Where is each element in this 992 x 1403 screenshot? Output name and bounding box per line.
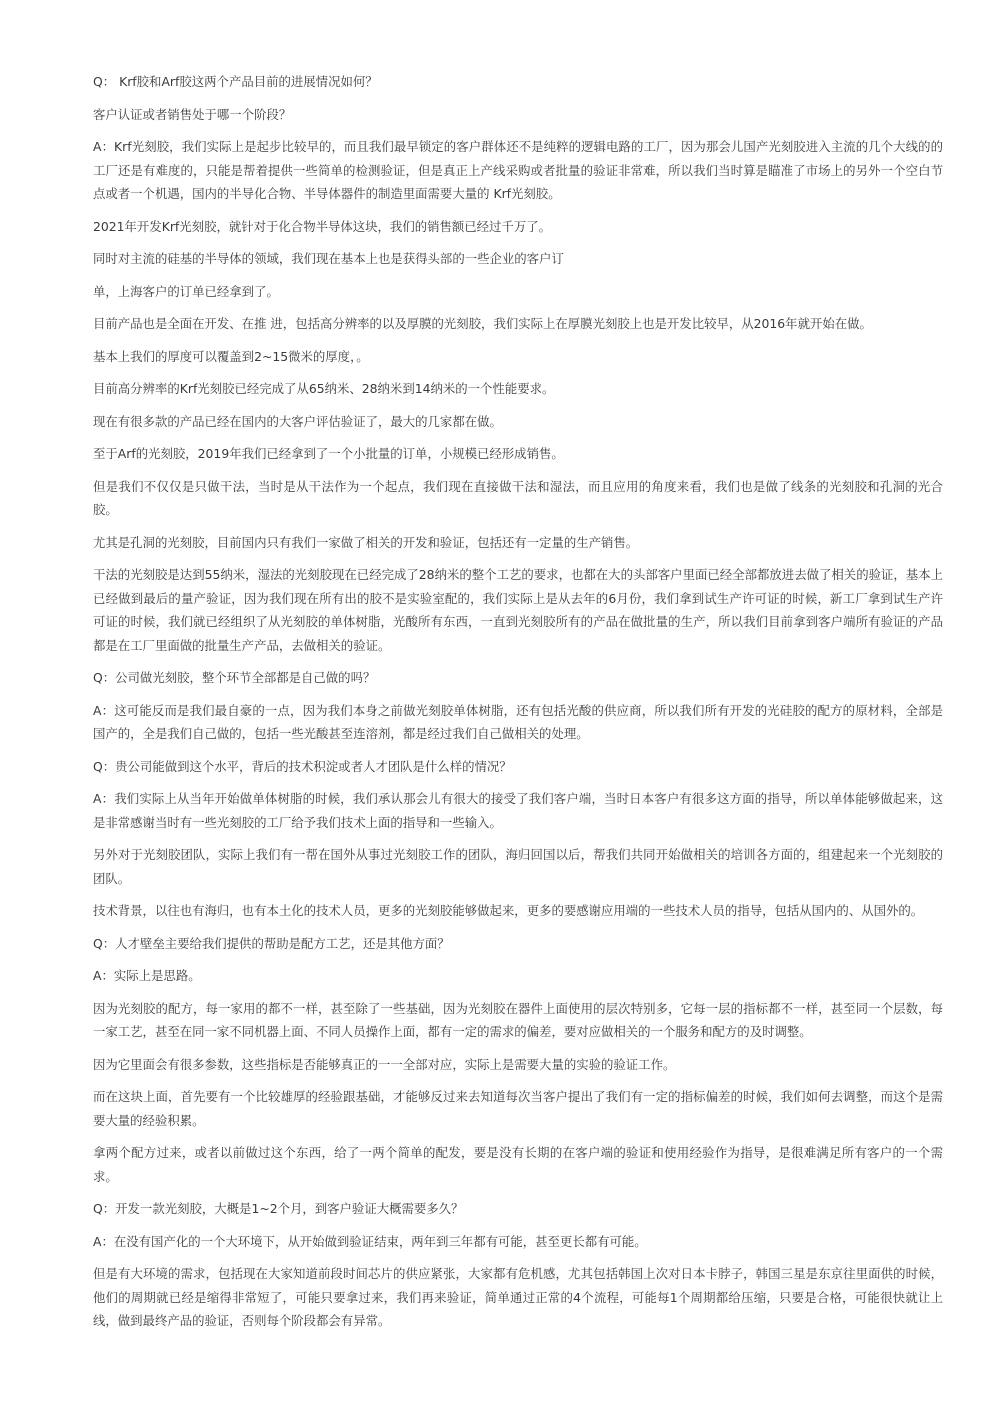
paragraph-question: Q：人才壁垒主要给我们提供的帮助是配方工艺，还是其他方面？ — [93, 935, 450, 951]
paragraph-answer: A：实际上是思路。 — [93, 968, 201, 983]
paragraph: 但是有大环境的需求，包括现在大家知道前段时间芯片的供应紧张，大家都有危机感，尤其包括韩国上次对日本卡脖子，韩国三星是东京往里面供的时候，他们的周期就已经是缩得非常短了，可能只要拿过来，我们再来验证，简单通过正常的4个流程，可能每1个周期都给压缩，只要是合格，可能很快就让上线，做到最终产品的验证，否则每个阶段都会有异常。 — [93, 1266, 943, 1328]
paragraph-answer: A：我们实际上从当年开始做单体树脂的时候，我们承认那会儿有很大的接受了我们客户端，当时日本客户有很多这方面的指导，所以单体能够做起来，这是非常感谢当时有一些光刻胶的工厂给予我们技术上面的指导和一些输入。 — [93, 791, 943, 830]
paragraph: 目前高分辨率的Krf光刻胶已经完成了从65纳米、28纳米到14纳米的一个性能要求。 — [93, 381, 555, 396]
paragraph: 目前产品也是全面在开发、在推 进，包括高分辨率的以及厚膜的光刻胶，我们实际上在厚膜光刻胶上也是开发比较早，从2016年就开始在做。 — [93, 316, 872, 331]
paragraph: 2021年开发Krf光刻胶，就针对于化合物半导体这块，我们的销售额已经过千万了。 — [93, 218, 552, 234]
paragraph: 干法的光刻胶是达到55纳米，湿法的光刻胶现在已经完成了28纳米的整个工艺的要求，也都在大的头部客户里面已经全部都放进去做了相关的验证，基本上已经做到最后的量产验证，因为我们现在所有出的胶不是实验室配的，我们实际上是从去年的6月份，我们拿到试生产许可证的时候，新工厂拿到试生产许可证的时候，我们就已经组织了从光刻胶的单体树脂，光酸所有东西，一直到光刻胶所有的产品在做批量的生产，所以我们目前拿到客户端所有验证的产品都是在工厂里面做的批量生产产品，去做相关的验证。 — [93, 567, 943, 653]
paragraph-answer: A：在没有国产化的一个大环境下，从开始做到验证结束，两年到三年都有可能，甚至更长都有可能。 — [93, 1233, 647, 1249]
paragraph-question: Q：公司做光刻胶，整个环节全部都是自己做的吗？ — [93, 670, 376, 685]
paragraph: 因为它里面会有很多参数，这些指标是否能够真正的一一全部对应，实际上是需要大量的实验的验证工作。 — [93, 1056, 676, 1072]
paragraph: 另外对于光刻胶团队，实际上我们有一帮在国外从事过光刻胶工作的团队，海归回国以后，帮我们共同开始做相关的培训各方面的，组建起来一个光刻胶的团队。 — [93, 847, 943, 886]
paragraph-question: 客户认证或者销售处于哪一个阶段？ — [93, 106, 292, 122]
paragraph-answer: A：Krf光刻胶，我们实际上是起步比较早的，而且我们最早锁定的客户群体还不是纯粹的逻辑电路的工厂，因为那会儿国产光刻胶进入主流的几个大线的的工厂还是有难度的，只能是帮着提供一些简单的检测验证，但是真正上产线采购或者批量的验证非常难，所以我们当时算是瞄准了市场上的另外一个空白节点或者一个机遇，国内的半导化合物、半导体器件的制造里面需要大量的 Krf光刻胶。 — [93, 139, 943, 201]
paragraph: 拿两个配方过来，或者以前做过这个东西，给了一两个简单的配发，要是没有长期的在客户端的验证和使用经验作为指导，是很难满足所有客户的一个需求。 — [93, 1145, 943, 1184]
document-body — [93, 70, 943, 1342]
paragraph: 但是我们不仅仅是只做干法，当时是从干法作为一个起点，我们现在直接做干法和湿法，而且应用的角度来看，我们也是做了线条的光刻胶和孔洞的光合胶。 — [93, 478, 943, 517]
paragraph: 技术背景，以往也有海归，也有本土化的技术人员，更多的光刻胶能够做起来，更多的要感谢应用端的一些技术人员的指导，包括从国内的、从国外的。 — [93, 903, 924, 918]
paragraph: 基本上我们的厚度可以覆盖到2~15微米的厚度，。 — [93, 348, 369, 364]
paragraph: 尤其是孔洞的光刻胶，目前国内只有我们一家做了相关的开发和验证，包括还有一定量的生产销售。 — [93, 534, 639, 550]
paragraph-question: Q：开发一款光刻胶，大概是1~2个月，到客户验证大概需要多久？ — [93, 1201, 464, 1216]
paragraph-question: Q： Krf胶和Arf胶这两个产品目前的进展情况如何？ — [93, 74, 378, 89]
paragraph-answer: A：这可能反而是我们最自豪的一点，因为我们本身之前做光刻胶单体树脂，还有包括光酸的供应商，所以我们所有开发的光硅胶的配方的原材料，全部是国产的，全是我们自己做的，包括一些光酸甚至连溶剂，都是经过我们自己做相关的处理。 — [93, 702, 943, 741]
paragraph-question: Q：贵公司能做到这个水平，背后的技术积淀或者人才团队是什么样的情况？ — [93, 758, 512, 774]
paragraph: 而在这块上面，首先要有一个比较雄厚的经验跟基础，才能够反过来去知道每次当客户提出了我们有一定的指标偏差的时候，我们如何去调整，而这个是需要大量的经验积累。 — [93, 1089, 943, 1128]
paragraph: 至于Arf的光刻胶，2019年我们已经拿到了一个小批量的订单，小规模已经形成销售。 — [93, 446, 564, 461]
paragraph: 现在有很多款的产品已经在国内的大客户评估验证了，最大的几家都在做。 — [93, 413, 502, 429]
paragraph: 因为光刻胶的配方，每一家用的都不一样，甚至除了一些基础，因为光刻胶在器件上面使用的层次特别多，它每一层的指标都不一样，甚至同一个层数，每一家工艺，甚至在同一家不同机器上面、不同人员操作上面，都有一定的需求的偏差，要对应做相关的一个服务和配方的及时调整。 — [93, 1000, 943, 1039]
paragraph: 同时对主流的硅基的半导体的领域，我们现在基本上也是获得头部的一些企业的客户订 — [93, 251, 564, 266]
paragraph: 单，上海客户的订单已经拿到了。 — [93, 283, 279, 299]
